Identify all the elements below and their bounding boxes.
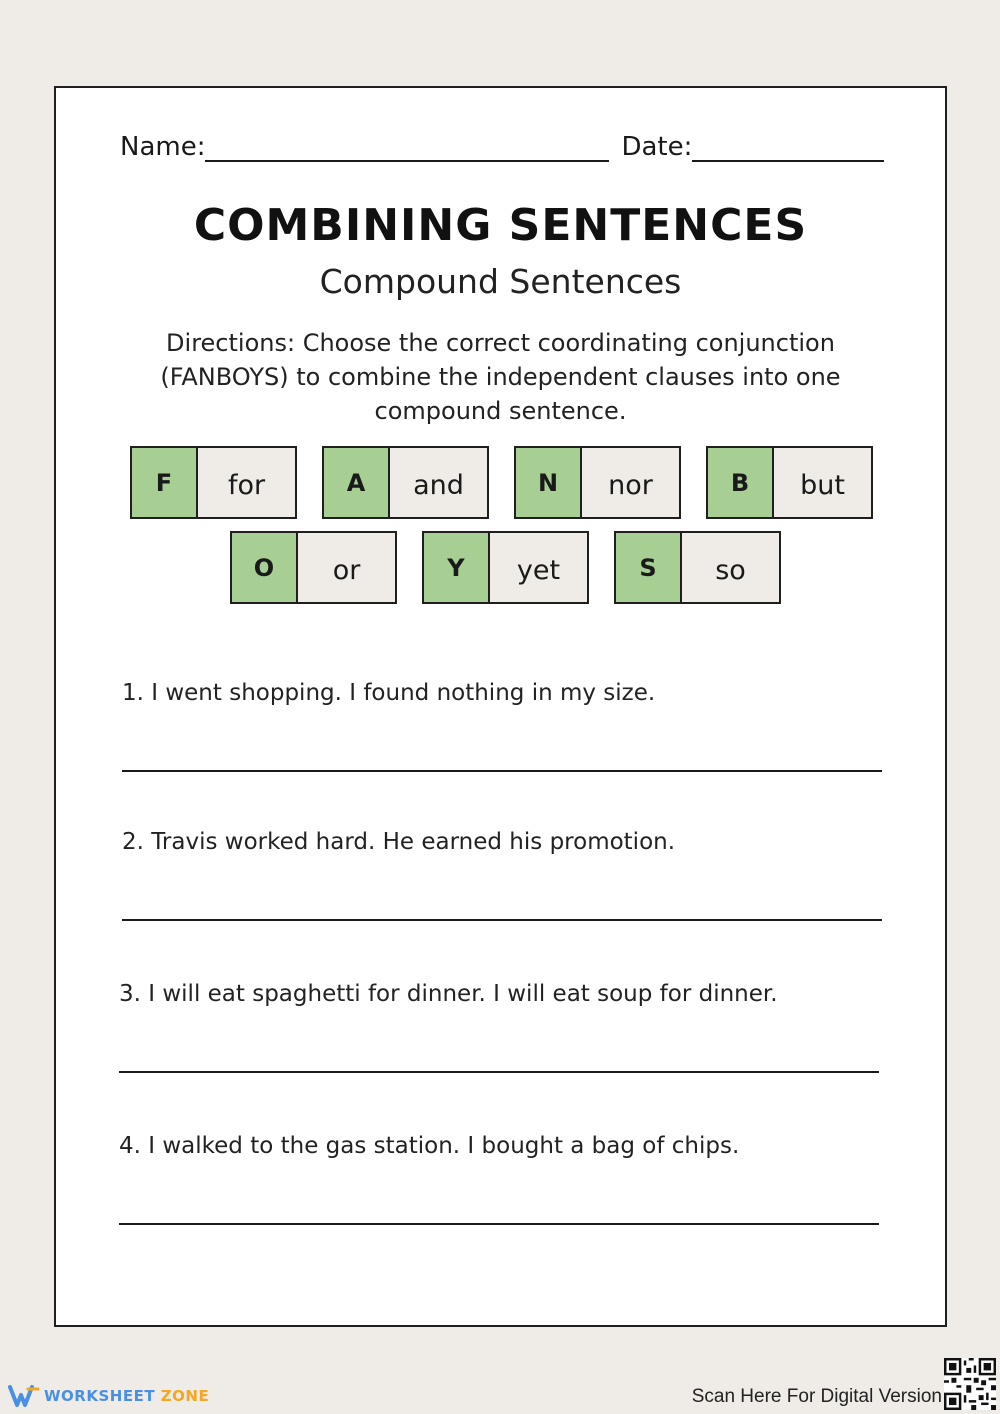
question-1: 1. I went shopping. I found nothing in my size. — [122, 680, 656, 706]
question-3: 3. I will eat spaghetti for dinner. I will eat soup for dinner. — [119, 981, 778, 1007]
chip-word: so — [682, 533, 779, 602]
fanboys-chip-or — [230, 531, 397, 604]
chip-letter: B — [708, 448, 774, 517]
name-date-row — [120, 132, 884, 162]
worksheetzone-logo[interactable] — [8, 1384, 209, 1408]
brand-name-part1: WORKSHEET — [44, 1387, 156, 1405]
answer-line-1[interactable] — [122, 770, 882, 772]
worksheet-title: COMBINING SENTENCES — [193, 200, 808, 251]
fanboys-chip-and — [322, 446, 489, 519]
answer-line-3[interactable] — [119, 1071, 879, 1073]
chip-word: but — [774, 448, 871, 517]
fanboys-chip-yet — [422, 531, 589, 604]
name-label: Name: — [120, 132, 206, 162]
chip-word: nor — [582, 448, 679, 517]
chip-word: or — [298, 533, 395, 602]
chip-letter: O — [232, 533, 298, 602]
answer-line-4[interactable] — [119, 1223, 879, 1225]
answer-line-2[interactable] — [122, 919, 882, 921]
chip-word: and — [390, 448, 487, 517]
name-field-line[interactable] — [205, 138, 609, 162]
worksheet-page — [54, 86, 947, 1327]
chip-letter: A — [324, 448, 390, 517]
date-label: Date: — [621, 132, 693, 162]
chip-letter: Y — [424, 533, 490, 602]
worksheet-subtitle: Compound Sentences — [319, 262, 682, 301]
worksheetzone-logo-icon — [8, 1384, 40, 1408]
brand-name — [44, 1387, 209, 1405]
question-2: 2. Travis worked hard. He earned his promotion. — [122, 829, 676, 855]
fanboys-chip-nor — [514, 446, 681, 519]
fanboys-chip-so — [614, 531, 781, 604]
fanboys-chip-but — [706, 446, 873, 519]
question-4: 4. I walked to the gas station. I bought a bag of chips. — [119, 1133, 740, 1159]
date-field-line[interactable] — [692, 138, 884, 162]
directions-text: Directions: Choose the correct coordinating conjunction (FANBOYS) to combine the independent clauses into one compound sentence. — [160, 329, 841, 425]
chip-letter: S — [616, 533, 682, 602]
chip-letter: N — [516, 448, 582, 517]
qr-code-icon[interactable] — [944, 1358, 996, 1410]
fanboys-chip-for — [130, 446, 297, 519]
chip-letter: F — [132, 448, 198, 517]
scan-digital-text: Scan Here For Digital Version — [691, 1386, 942, 1407]
chip-word: yet — [490, 533, 587, 602]
brand-name-part2: ZONE — [160, 1387, 210, 1405]
chip-word: for — [198, 448, 295, 517]
